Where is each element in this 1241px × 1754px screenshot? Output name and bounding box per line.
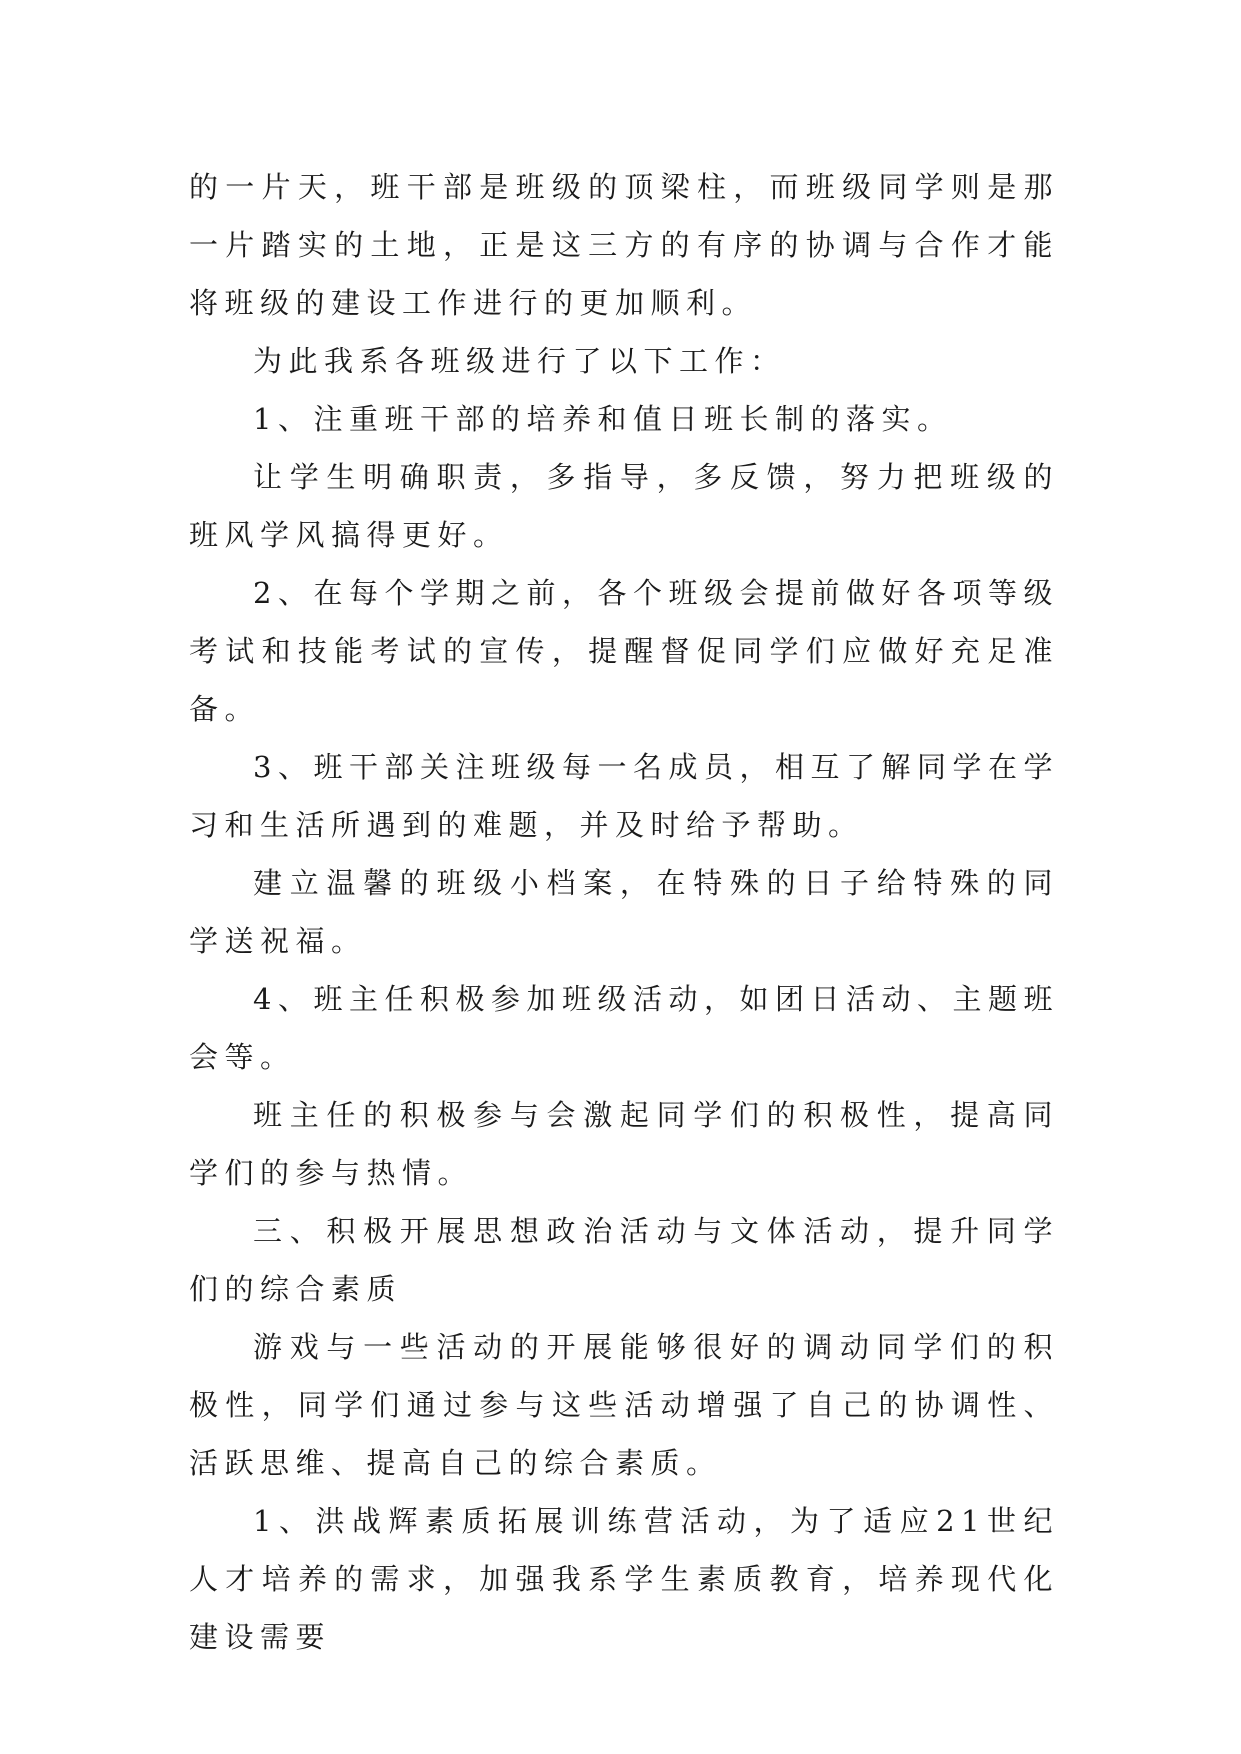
paragraph: 游戏与一些活动的开展能够很好的调动同学们的积极性，同学们通过参与这些活动增强了自己的协调性、活跃思维、提高自己的综合素质。 [189, 1330, 1059, 1480]
list-item: 1、注重班干部的培养和值日班长制的落实。 [253, 402, 953, 436]
list-item: 4、班主任积极参加班级活动，如团日活动、主题班会等。 [189, 982, 1059, 1074]
section-heading: 三、积极开展思想政治活动与文体活动，提升同学们的综合素质 [189, 1214, 1059, 1306]
document-body [189, 158, 1059, 1666]
paragraph: 的一片天，班干部是班级的顶梁柱，而班级同学则是那一片踏实的土地，正是这三方的有序的协调与合作才能将班级的建设工作进行的更加顺利。 [189, 170, 1059, 320]
paragraph: 为此我系各班级进行了以下工作： [253, 344, 786, 378]
list-item: 2、在每个学期之前，各个班级会提前做好各项等级考试和技能考试的宣传，提醒督促同学们应做好充足准备。 [189, 576, 1059, 726]
paragraph: 班主任的积极参与会激起同学们的积极性，提高同学们的参与热情。 [189, 1098, 1059, 1190]
list-item: 3、班干部关注班级每一名成员，相互了解同学在学习和生活所遇到的难题，并及时给予帮助。 [189, 750, 1059, 842]
paragraph: 让学生明确职责，多指导，多反馈，努力把班级的班风学风搞得更好。 [189, 460, 1059, 552]
list-item: 1、洪战辉素质拓展训练营活动，为了适应21世纪人才培养的需求，加强我系学生素质教育，培养现代化建设需要 [189, 1504, 1059, 1654]
paragraph: 建立温馨的班级小档案，在特殊的日子给特殊的同学送祝福。 [189, 866, 1059, 958]
